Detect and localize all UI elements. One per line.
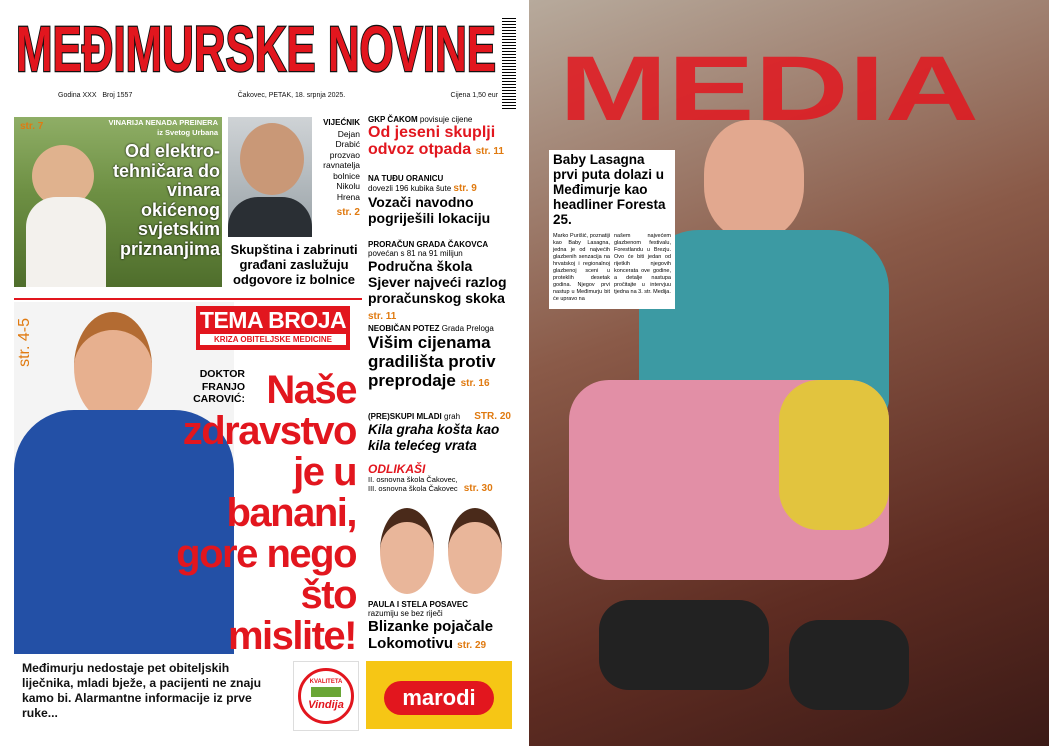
potez-story[interactable]: NEOBIČAN POTEZ Grada Preloga Višim cijenama gradilišta protiv preprodaje str. 16 (368, 324, 514, 393)
proracun-story[interactable]: PRORAČUN GRADA ČAKOVCA povećan s 81 na 91 milijun Područna škola Sjever najveći razlog proračunskog skoka str. 11 (368, 240, 514, 325)
marodi-ad[interactable]: marodi (366, 661, 512, 729)
vindija-ad[interactable]: KVALITETA Vindija (293, 661, 359, 731)
masthead-logo (14, 13, 499, 85)
twins-headline: Blizanke pojačale Lokomotivu str. 29 (368, 618, 494, 652)
media-headline[interactable]: Baby Lasagna prvi puta dolazi u Međimurje kao headliner Foresta 25. (553, 152, 666, 227)
svg-text:MEDIA: MEDIA (559, 38, 979, 140)
media-body-col2: našem najvećem glazbenom festivalu, Forestlandu u Brezju. Ovo će biti jedan od rijetkih njegovih koncerata ove godine, a detalje nastupa pročitajte u intervjuu tjedna na 3. str. Medija. (614, 233, 671, 295)
doctor-name: DOKTOR FRANJO CAROVIĆ: (193, 368, 245, 405)
doctor-ref[interactable]: str. 4-5 (16, 318, 33, 367)
tema-broja: TEMA BROJA KRIZA OBITELJSKE MEDICINE (196, 306, 350, 350)
masthead (14, 13, 499, 85)
winery-headline[interactable]: Od elektro-tehničara do vinara okićenog svjetskim priznanjima (112, 141, 220, 259)
oranica-headline: Vozači navodno pogriješili lokaciju (368, 194, 491, 226)
potez-headline: Višim cijenama gradilišta protiv preprodaje str. 16 (368, 333, 496, 390)
skupi-headline: Kila graha košta kao kila telećeg vrata (368, 422, 500, 453)
media-title (549, 38, 989, 140)
divider (14, 298, 362, 300)
media-body-col1: Marko Purišić, poznatiji kao Baby Lasagna, jedna je od najvećih glazbenih senzacija na hrvatskoj i regionalnoj glazbenoj sceni u proteklih desetak godina. Njegov prvi nastup u Međimurju bit će upravo na (553, 233, 610, 302)
vijecnik-photo (228, 117, 312, 235)
oranica-story[interactable]: NA TUĐU ORANICU dovezli 196 kubika šute str. 9 Vozači navodno pogriješili lokaciju (368, 174, 514, 226)
barcode (502, 18, 516, 110)
vijecnik-caption: VIJEĆNIK Dejan Drabić prozvao ravnatelja bolnice Nikolu Hrena str. 2 (323, 118, 360, 218)
winery-kicker: VINARIJA NENADA PREINERA iz Svetog Urbana (108, 118, 218, 137)
doctor-headline[interactable]: Naše zdravstvo je u banani, gore nego što mislite! (176, 368, 356, 658)
svg-text:MEĐIMURSKE NOVINE: MEĐIMURSKE NOVINE (16, 13, 496, 85)
odlikasi-title: ODLIKAŠI (368, 462, 426, 476)
issue-price: Cijena 1,50 eur (450, 92, 498, 99)
skupi-story[interactable]: (PRE)SKUPI MLADI grah STR. 20 Kila graha košta kao kila telećeg vrata (368, 411, 514, 454)
gkp-story[interactable]: GKP ČAKOM povisuje cijene Od jeseni skuplji odvoz otpada str. 11 (368, 115, 514, 160)
twins-photo (368, 500, 514, 596)
twins-story[interactable]: PAULA I STELA POSAVEC razumiju se bez riječi Blizanke pojačale Lokomotivu str. 29 (368, 600, 514, 654)
issue-date: Čakovec, PETAK, 18. srpnja 2025. (237, 92, 346, 99)
gkp-headline: Od jeseni skuplji odvoz otpada str. 11 (368, 124, 504, 158)
media-box[interactable] (549, 150, 675, 309)
proracun-headline: Područna škola Sjever najveći razlog proračunskog skoka str. 11 (368, 258, 507, 322)
vijecnik-headline[interactable]: Skupština i zabrinuti građani zaslužuju odgovore iz bolnice (230, 242, 358, 287)
winery-ref[interactable]: str. 7 (20, 121, 44, 132)
odlikasi-story[interactable]: ODLIKAŠI II. osnovna škola Čakovec, III. osnovna škola Čakovec str. 30 (368, 463, 514, 493)
issue-info: Godina XXX Broj 1557 Čakovec, PETAK, 18. srpnja 2025. Cijena 1,50 eur (58, 92, 498, 99)
media-section-cover (529, 0, 1049, 746)
front-page (0, 0, 522, 746)
bottom-teaser[interactable]: Međimurju nedostaje pet obiteljskih liječnika, mladi bježe, a pacijenti ne znaju kamo bi. Alarmantne informacije iz prve ruke... (22, 661, 262, 720)
